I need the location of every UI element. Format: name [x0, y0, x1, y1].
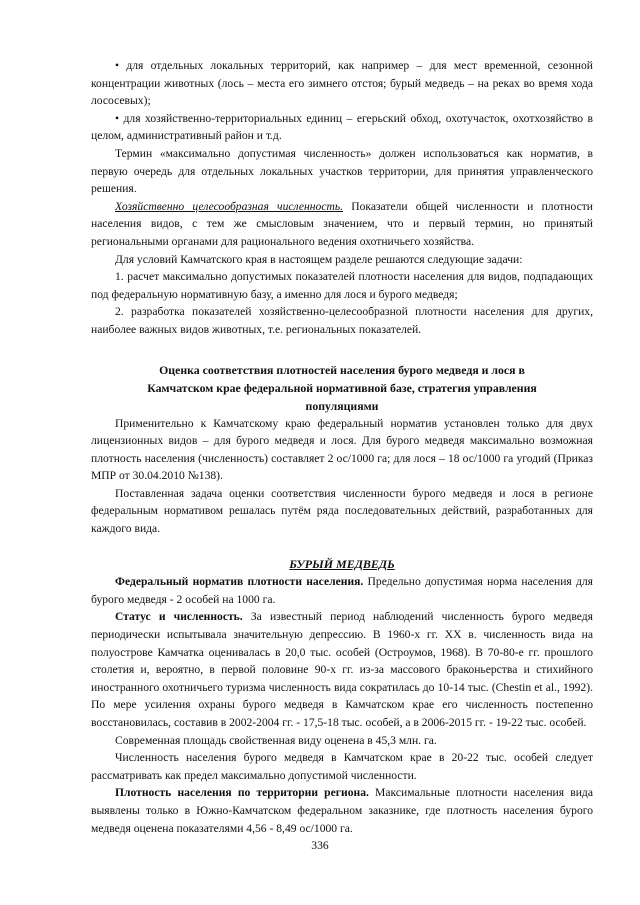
section-heading-line-2: Камчатском крае федеральной нормативной базе, стратегия управления	[147, 380, 537, 395]
section-heading-line-3: популяциями	[305, 398, 379, 413]
document-page	[91, 57, 593, 837]
paragraph-norm	[91, 573, 593, 608]
status-lead: Статус и численность.	[115, 610, 243, 624]
species-title: БУРЫЙ МЕДВЕДЬ	[289, 556, 395, 571]
paragraph-assessment-task: Поставленная задача оценки соответствия численности бурого медведя и лося в регионе федеральным нормативом решалась путём ряда последовательных действий, разработанных для каждого вида.	[91, 486, 593, 536]
paragraph-population-limit: Численность населения бурого медведя в Камчатском крае в 20-22 тыс. особей следует рассматривать как предел максимально допустимой численности.	[91, 751, 593, 782]
paragraph-area: Современная площадь свойственная виду оценена в 45,3 млн. га.	[115, 733, 437, 747]
paragraph-tasks-intro: Для условий Камчатского края в настоящем разделе решаются следующие задачи:	[115, 252, 523, 266]
term-economic-expedient: Хозяйственно целесообразная численность.	[115, 199, 344, 213]
paragraph-economic-units: • для хозяйственно-территориальных единиц – егерьский обход, охотучасток, охотхозяйство в целом, административный район и т.д.	[91, 111, 593, 143]
paragraph-task-2: 2. разработка показателей хозяйственно-целесообразной плотности населения для других, наиболее важных видов животных, т.е. региональных показателей.	[91, 305, 593, 336]
paragraph-status	[91, 608, 593, 731]
norm-lead: Федеральный норматив плотности населения.	[115, 575, 364, 589]
paragraph-local-territories: • для отдельных локальных территорий, как например – для мест временной, сезонной концентрации животных (лось – места его зимнего отстоя; бурый медведь – на реках во время хода лососевых);	[91, 59, 593, 108]
density-text: Максимальные плотности населения вида выявлены только в Южно-Камчатском федеральном заказнике, где плотность населения бурого медведя оценена показателями 4,56 - 8,49 ос/1000 га.	[91, 786, 593, 835]
paragraph-max-allowed-term: Термин «максимально допустимая численность» должен использоваться как норматив, в первую очередь для отдельных локальных участков территории, для принятия управленческого решения.	[91, 146, 593, 196]
page-number: 336	[311, 839, 329, 852]
paragraph-economic-expedient	[91, 198, 593, 251]
paragraph-task-1: 1. расчет максимально допустимых показателей плотности населения для видов, подпадающих под федеральную нормативную базу, а именно для лося и бурого медведя;	[91, 270, 593, 301]
paragraph-density	[91, 784, 593, 837]
paragraph-federal-norm: Применительно к Камчатскому краю федеральный норматив установлен только для двух лицензионных видов – для бурого медведя и лося. Для бурого медведя максимально возможная плотность населения (численность) составляет 2 ос/1000 га; для лося – 18 ос/1000 га угодий (Приказ МПР от 30.04.2010 №138).	[91, 416, 593, 483]
norm-text: Предельно допустимая норма населения для бурого медведя - 2 особей на 1000 га.	[91, 575, 593, 606]
density-lead: Плотность населения по территории региона.	[115, 786, 369, 800]
paragraph-economic-expedient-text: Показатели общей численности и плотности населения видов, с тем же смысловым значением, что и первый термин, но принятый региональными органами для рационального ведения охотничьего хозяйства.	[91, 199, 593, 248]
status-text: За известный период наблюдений численность бурого медведя периодически испытывала значительную депрессию. В 1960-х гг. XX в. численность вида на полуострове Камчатка оценивалась в 20,0 тыс. особей (Остроумов, 1968). В 70-80-е гг. прошлого столетия и, вероятно, в первой половине 90-х гг. из-за массового браконьерства и стихийного иностранного охотничьего туризма численность вида сократилась до 10-14 тыс. (Chestin et al., 1992). По мере усиления охраны бурого медведя в Камчатском крае его численность постепенно восстановилась, составив в 2002-2004 гг. - 17,5-18 тыс. особей, а в 2006-2015 гг. - 19-22 тыс. особей.	[91, 610, 593, 729]
section-heading-line-1: Оценка соответствия плотностей населения бурого медведя и лося в	[159, 362, 525, 377]
